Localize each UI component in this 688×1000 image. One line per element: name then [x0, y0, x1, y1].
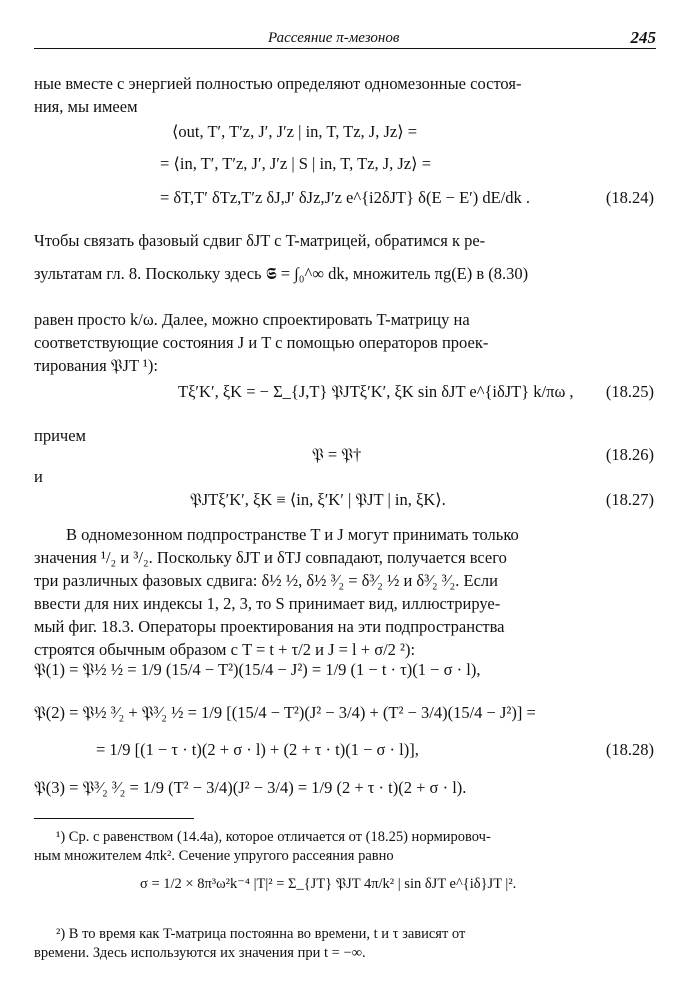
equation-number-18-26: (18.26)	[605, 445, 654, 464]
paragraph-3-line-4: ввести для них индексы 1, 2, 3, то S принимает вид, иллюстрируе-	[34, 594, 501, 613]
footnote-1-line-1: ¹) Ср. с равенством (14.4а), которое отличается от (18.25) нормировоч-	[56, 829, 491, 845]
header-rule	[34, 48, 656, 49]
equation-number-18-27: (18.27)	[605, 490, 654, 509]
equation-18-27: 𝔓JTξ′K′, ξK ≡ ⟨in, ξ′K′ | 𝔓JT | in, ξK⟩.	[190, 490, 446, 509]
paragraph-2-line-2: зультатам гл. 8. Поскольку здесь 𝕾 = ∫₀^∞ dk, множитель πg(E) в (8.30)	[34, 264, 529, 283]
paragraph-3-line-2: значения ¹/₂ и ³/₂. Поскольку δJT и δTJ совпадают, получается всего	[34, 548, 507, 567]
paragraph-3-line-5: мый фиг. 18.3. Операторы проектирования на эти подпространства	[34, 617, 505, 636]
equation-18-24-line-1: ⟨out, T′, T′z, J′, J′z | in, T, Tz, J, Jz⟩ =	[172, 122, 418, 141]
equation-18-26: 𝔓 = 𝔓†	[312, 445, 362, 464]
page-header	[34, 24, 656, 50]
equation-18-25: Tξ′K′, ξK = − Σ_{J,T} 𝔓JTξ′K′, ξK sin δJT e^{iδJT} k/πω ,	[178, 382, 574, 401]
running-head: Рассеяние π-мезонов	[268, 30, 400, 46]
equation-18-28-line-3: = 1/9 [(1 − τ · t)(2 + σ · l) + (2 + τ · t)(1 − σ · l)],	[96, 740, 419, 759]
footnote-2-line-2: времени. Здесь используются их значения при t = −∞.	[34, 945, 366, 961]
paragraph-1-line-1: ные вместе с энергией полностью определяют одномезонные состоя-	[34, 74, 522, 93]
paragraph-2-line-5: тирования 𝔓JT ¹):	[34, 356, 158, 375]
equation-18-28-line-1: 𝔓(1) = 𝔓½ ½ = 1/9 (15/4 − T²)(15/4 − J²) = 1/9 (1 − t · τ)(1 − σ · l),	[34, 660, 481, 679]
equation-number-18-28: (18.28)	[605, 740, 654, 759]
paragraph-2-line-4: соответствующие состояния J и T с помощью операторов проек-	[34, 333, 489, 352]
equation-18-24-line-2: = ⟨in, T′, T′z, J′, J′z | S | in, T, Tz, J, Jz⟩ =	[160, 154, 432, 173]
footnote-1-line-2: ным множителем 4πk². Сечение упругого рассеяния равно	[34, 848, 394, 864]
equation-number-18-25: (18.25)	[605, 382, 654, 401]
equation-18-28-line-4: 𝔓(3) = 𝔓³⁄₂ ³⁄₂ = 1/9 (T² − 3/4)(J² − 3/4) = 1/9 (2 + τ · t)(2 + σ · l).	[34, 778, 467, 797]
paragraph-3-line-3: три различных фазовых сдвига: δ½ ½, δ½ ³⁄₂ = δ³⁄₂ ½ и δ³⁄₂ ³⁄₂. Если	[34, 571, 498, 590]
page-number: 245	[630, 28, 656, 47]
footnote-1-equation: σ = 1/2 × 8π³ω²k⁻⁴ |T|² = Σ_{JT} 𝔓JT 4π/k² | sin δJT e^{iδ}JT |².	[140, 876, 517, 892]
footnote-2-line-1: ²) В то время как T-матрица постоянна во времени, t и τ зависят от	[56, 926, 466, 942]
paragraph-3-line-6: строятся обычным образом с T = t + τ/2 и J = l + σ/2 ²):	[34, 640, 416, 659]
equation-18-24-line-3: = δT,T′ δTz,T′z δJ,J′ δJz,J′z e^{i2δJT} δ(E − E′) dE/dk .	[160, 188, 531, 207]
paragraph-3-line-1: В одномезонном подпространстве T и J могут принимать только	[66, 525, 519, 544]
equation-18-28-line-2: 𝔓(2) = 𝔓½ ³⁄₂ + 𝔓³⁄₂ ½ = 1/9 [(15/4 − T²)(J² − 3/4) + (T² − 3/4)(15/4 − J²)] =	[34, 703, 536, 722]
paragraph-1-line-2: ния, мы имеем	[34, 97, 138, 116]
paragraph-2-line-3: равен просто k/ω. Далее, можно спроектировать T-матрицу на	[34, 310, 470, 329]
footnote-rule	[34, 818, 194, 819]
paragraph-2-line-1: Чтобы связать фазовый сдвиг δJT с T-матрицей, обратимся к ре-	[34, 231, 486, 250]
word-prichem: причем	[34, 426, 86, 445]
word-and: и	[34, 467, 43, 486]
equation-number-18-24: (18.24)	[605, 188, 654, 207]
